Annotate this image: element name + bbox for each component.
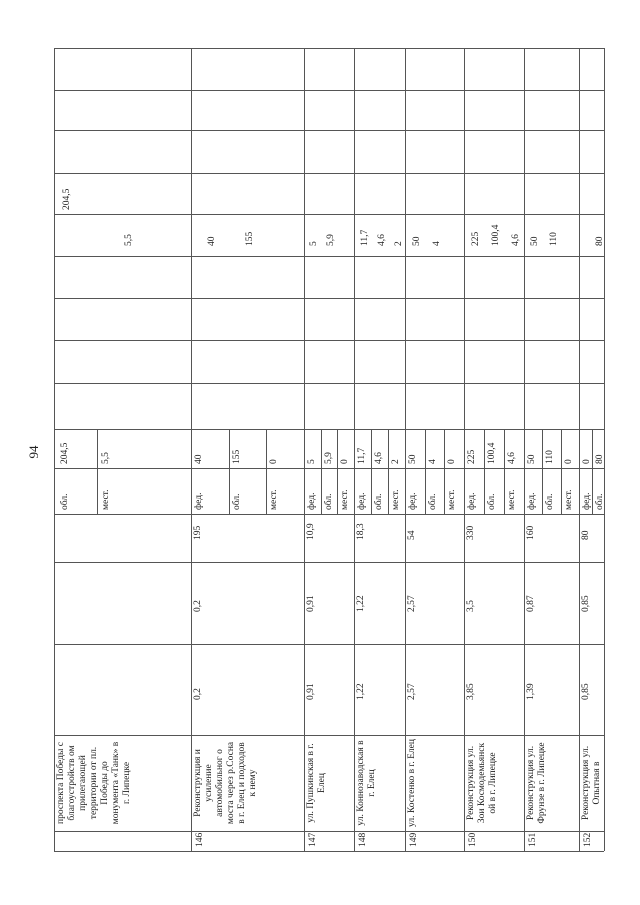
length-after: 3,5 xyxy=(466,600,476,612)
funding-source: фед. xyxy=(194,492,204,510)
object-name: ул. Коннозаводская в г. Елец xyxy=(356,740,377,826)
funding-value: 0 xyxy=(582,459,592,464)
column-divider xyxy=(54,48,604,49)
funding-source: мест. xyxy=(101,489,111,510)
row-number: 147 xyxy=(308,832,318,847)
page-number: 94 xyxy=(26,445,41,459)
funding-source: мест. xyxy=(340,489,351,510)
funding-value: 5,9 xyxy=(323,452,334,464)
cell-divider xyxy=(321,429,322,514)
cell-divider xyxy=(484,429,485,514)
later-value: 4,6 xyxy=(511,234,521,246)
funding-source: обл. xyxy=(374,493,384,510)
cost-total: 54 xyxy=(407,530,417,540)
row-number: 152 xyxy=(583,832,593,847)
column-divider xyxy=(54,468,604,469)
length-after: 2,57 xyxy=(407,595,417,612)
object-name: ул. Костенко в г. Елец xyxy=(407,739,417,827)
column-divider xyxy=(54,831,604,832)
later-value: 80 xyxy=(594,236,605,246)
object-name: Реконструкция и усиление автомобильног о моста через р.Сосна в г. Елец и подходов к нему xyxy=(193,741,258,825)
funding-value: 100,4 xyxy=(487,442,497,464)
row-divider xyxy=(579,48,580,851)
cost-total: 18,3 xyxy=(356,523,366,540)
later-value: 4,6 xyxy=(376,234,387,246)
funding-value: 5 xyxy=(307,459,317,464)
funding-source: фед. xyxy=(527,492,537,510)
funding-source: мест. xyxy=(269,489,280,510)
funding-source: мест. xyxy=(507,489,517,510)
funding-source: обл. xyxy=(545,493,556,510)
funding-value: 155 xyxy=(231,449,242,464)
length-total: 0,91 xyxy=(306,683,316,700)
funding-value: 204,5 xyxy=(60,442,70,464)
length-total: 2,57 xyxy=(407,683,417,700)
funding-value: 0 xyxy=(447,459,458,464)
column-divider xyxy=(54,514,604,515)
later-value: 50 xyxy=(411,236,422,246)
cell-divider xyxy=(388,429,389,514)
funding-value: 4,6 xyxy=(507,452,517,464)
cost-total: 80 xyxy=(581,530,591,540)
funding-source: фед. xyxy=(357,492,367,510)
rotated-table xyxy=(54,48,604,851)
column-divider xyxy=(54,340,604,341)
later-value: 5 xyxy=(309,241,320,246)
later-value: 100,4 xyxy=(491,224,501,246)
funding-source: фед. xyxy=(408,492,418,510)
funding-source: мест. xyxy=(563,489,574,510)
funding-value: 0 xyxy=(340,459,351,464)
cell-divider xyxy=(97,429,98,514)
row-divider xyxy=(191,48,192,851)
cost-total: 160 xyxy=(526,525,536,540)
length-total: 3,85 xyxy=(466,683,476,700)
cell-divider xyxy=(592,429,593,514)
row-number: 151 xyxy=(528,832,538,847)
row-divider xyxy=(464,48,465,851)
cell-divider xyxy=(229,429,230,514)
funding-value: 4 xyxy=(427,459,438,464)
column-divider xyxy=(54,90,604,91)
column-divider xyxy=(54,562,604,563)
later-value: 110 xyxy=(548,232,559,246)
funding-source: фед. xyxy=(467,492,477,510)
length-after: 0,91 xyxy=(306,595,316,612)
length-total: 1,39 xyxy=(526,683,536,700)
funding-value: 50 xyxy=(408,454,418,464)
column-divider xyxy=(54,173,604,174)
later-value: 155 xyxy=(244,231,255,246)
cell-divider xyxy=(266,429,267,514)
row-divider xyxy=(604,48,605,851)
funding-source: обл. xyxy=(231,493,242,510)
cost-total: 10,9 xyxy=(306,523,316,540)
column-divider xyxy=(54,644,604,645)
funding-value: 110 xyxy=(545,450,556,464)
length-total: 0,2 xyxy=(193,688,203,700)
column-divider xyxy=(54,429,604,430)
object-name: ул. Пушкинская в г. Елец xyxy=(306,743,327,823)
column-divider xyxy=(54,130,604,131)
cell-divider xyxy=(371,429,372,514)
funding-value: 0 xyxy=(563,459,574,464)
funding-source: обл. xyxy=(594,493,605,510)
funding-source: обл. xyxy=(60,493,70,510)
column-divider xyxy=(54,256,604,257)
object-name: Реконструкция ул. Зои Космодемьянск ой в г. Липецке xyxy=(466,742,498,824)
later-value: 4 xyxy=(431,241,442,246)
row-number: 150 xyxy=(468,832,478,847)
row-divider xyxy=(405,48,406,851)
row-number: 146 xyxy=(195,832,205,847)
funding-value: 11,7 xyxy=(357,447,367,464)
column-divider xyxy=(54,383,604,384)
funding-source: обл. xyxy=(323,493,334,510)
row-divider xyxy=(54,48,55,851)
funding-source: фед. xyxy=(307,492,317,510)
length-after: 0,87 xyxy=(526,595,536,612)
funding-source: фед. xyxy=(582,492,592,510)
row-number: 148 xyxy=(358,832,368,847)
object-name: Реконструкция ул. Фрунзе в г. Липецке xyxy=(526,742,547,824)
column-divider xyxy=(54,298,604,299)
funding-value: 4,6 xyxy=(374,452,384,464)
cell-divider xyxy=(504,429,505,514)
cell-divider xyxy=(444,429,445,514)
funding-value: 5,5 xyxy=(101,452,111,464)
funding-value: 2 xyxy=(391,459,401,464)
funding-source: мест. xyxy=(391,489,401,510)
later-value: 50 xyxy=(530,236,541,246)
cell-divider xyxy=(561,429,562,514)
funding-value: 0 xyxy=(269,459,280,464)
funding-source: обл. xyxy=(427,493,438,510)
cell-divider xyxy=(425,429,426,514)
cell-divider xyxy=(337,429,338,514)
later-value: 5,5 xyxy=(124,234,134,246)
later-value: 204,5 xyxy=(62,188,72,210)
object-name: проспекта Победы с благоустройств ом прилегающей территории от пл. Победы до монумента «Танк» в г. Липецке xyxy=(56,741,132,825)
length-after: 1,22 xyxy=(356,595,366,612)
cost-total: 195 xyxy=(193,525,203,540)
later-value: 225 xyxy=(471,231,481,246)
object-name: Реконструкция ул. Опытная в xyxy=(581,745,602,821)
cell-divider xyxy=(542,429,543,514)
column-divider xyxy=(54,735,604,736)
funding-value: 225 xyxy=(467,449,477,464)
funding-value: 50 xyxy=(527,454,537,464)
row-divider xyxy=(304,48,305,851)
column-divider xyxy=(54,851,604,852)
row-divider xyxy=(524,48,525,851)
column-divider xyxy=(54,214,604,215)
later-value: 40 xyxy=(206,236,217,246)
funding-source: обл. xyxy=(487,493,497,510)
funding-value: 40 xyxy=(194,454,204,464)
length-total: 1,22 xyxy=(356,683,366,700)
row-number: 149 xyxy=(409,832,419,847)
length-after: 0,85 xyxy=(581,595,591,612)
cost-total: 330 xyxy=(466,525,476,540)
row-divider xyxy=(354,48,355,851)
length-total: 0,85 xyxy=(581,683,591,700)
later-value: 11,7 xyxy=(359,229,370,246)
funding-source: мест. xyxy=(447,489,458,510)
length-after: 0,2 xyxy=(193,600,203,612)
funding-value: 80 xyxy=(594,454,605,464)
later-value: 5,9 xyxy=(326,234,336,246)
later-value: 2 xyxy=(393,241,404,246)
